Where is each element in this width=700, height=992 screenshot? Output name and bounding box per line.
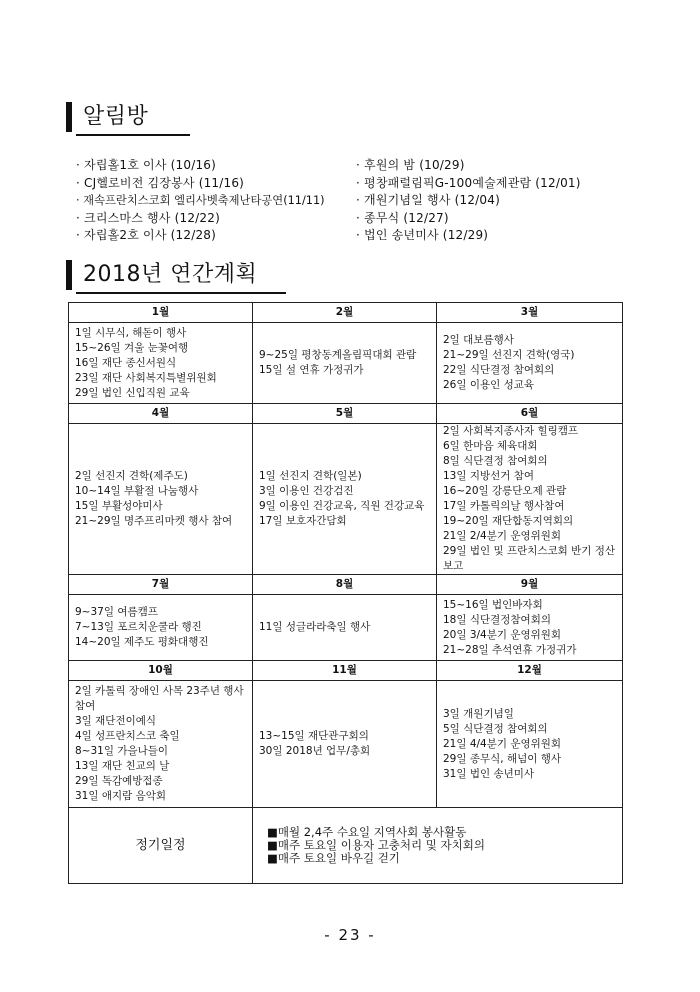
event-line: 2일 사회복지종사자 힐링캠프	[443, 425, 579, 437]
month-header: 2월	[253, 303, 437, 323]
notice-item: · CJ헬로비전 김장봉사 (11/16)	[76, 175, 245, 190]
event-line: 15~26일 겨울 눈꽃여행	[75, 341, 189, 354]
month-header: 3월	[437, 303, 623, 323]
event-line: 5일 식단결정 참여회의	[443, 722, 548, 735]
event-line: 29일 종무식, 해넘이 행사	[443, 752, 561, 765]
event-line: 3일 개원기념일	[443, 707, 514, 720]
event-line: 21일 2/4분기 운영위원회	[443, 530, 562, 542]
event-line: 11일 성글라라축일 행사	[259, 621, 371, 633]
event-line: 17일 보호자간담회	[259, 515, 347, 527]
plan-title: 2018년 연간계획	[83, 262, 258, 287]
month-cell	[437, 681, 623, 808]
event-line: 2일 선진지 견학(제주도)	[75, 470, 188, 482]
event-line: 16~20일 강릉단오제 관람	[443, 485, 567, 497]
notice-item: · 후원의 밤 (10/29)	[356, 158, 465, 172]
event-line: 23일 재단 사회복지특별위원회	[75, 371, 217, 384]
notice-title: 알림방	[83, 104, 149, 129]
month-header: 9월	[437, 575, 623, 595]
month-cell	[69, 681, 253, 808]
notice-item: · 종무식 (12/27)	[356, 210, 449, 225]
regular-schedule-label: 정기일정	[69, 808, 253, 884]
event-line: 21~29일 선진지 견학(영국)	[443, 349, 575, 361]
notice-item: · 자립홀2호 이사 (12/28)	[76, 228, 216, 243]
month-cell	[253, 681, 437, 808]
month-header: 4월	[69, 404, 253, 424]
event-line: 1일 선진지 견학(일본)	[259, 470, 362, 482]
month-header: 10월	[69, 661, 253, 681]
month-cell	[253, 323, 437, 404]
event-line: 15일 부활성야미사	[75, 500, 163, 512]
regular-item: ■매월 2,4주 수요일 지역사회 봉사활동	[267, 825, 467, 839]
event-line: 22일 식단결정 참여회의	[443, 364, 555, 376]
month-header: 1월	[69, 303, 253, 323]
annual-plan-table	[68, 302, 623, 884]
event-line: 7~13일 포르치운쿨라 행진	[75, 621, 202, 633]
month-cell	[437, 595, 623, 661]
event-line: 29일 법인 신입직원 교육	[75, 386, 190, 399]
event-line: 8~31일 가을나들이	[75, 745, 169, 757]
month-header: 6월	[437, 404, 623, 424]
event-line: 14~20일 제주도 평화대행진	[75, 636, 209, 648]
event-line: 26일 이용인 성교육	[443, 379, 535, 391]
event-line: 4일 성프란치스코 축일	[75, 730, 180, 742]
month-cell	[69, 323, 253, 404]
notice-item: · 평창패럴림픽G-100예술제관람 (12/01)	[356, 175, 581, 190]
month-cell	[437, 424, 623, 575]
event-line: 6일 한마음 체육대회	[443, 440, 538, 452]
notice-item: · 법인 송년미사 (12/29)	[356, 228, 489, 243]
month-header: 12월	[437, 661, 623, 681]
notice-item: · 개원기념일 행사 (12/04)	[356, 193, 500, 208]
event-line: 29일 독감예방접종	[75, 775, 163, 787]
event-line: 30일 2018년 업무/총회	[259, 745, 371, 757]
event-line: 16일 재단 종신서원식	[75, 356, 177, 369]
event-line: 9~37일 여름캠프	[75, 606, 158, 618]
event-line: 9~25일 평창동계올림픽대회 관람	[259, 349, 417, 361]
heading-bar	[66, 102, 72, 132]
month-cell	[253, 424, 437, 575]
event-line: 3일 이용인 건강검진	[259, 485, 354, 497]
event-line: 31일 법인 송년미사	[443, 767, 535, 780]
month-header: 7월	[69, 575, 253, 595]
event-line: 15~16일 법인바자회	[443, 598, 543, 611]
event-line: 13일 재단 친교의 날	[75, 760, 170, 772]
regular-schedule-cell	[253, 808, 623, 884]
event-line: 13~15일 재단관구회의	[259, 730, 369, 742]
event-line: 29일 법인 및 프란치스코회 반기 정산보고	[443, 545, 616, 572]
notice-item: · 자립홀1호 이사 (10/16)	[76, 158, 216, 172]
event-line: 20일 3/4분기 운영위원회	[443, 628, 562, 641]
notice-list	[76, 157, 616, 245]
notice-item: · 크리스마스 행사 (12/22)	[76, 210, 220, 225]
event-line: 21~29일 명주프리마켓 행사 참여	[75, 515, 233, 527]
month-header: 11월	[253, 661, 437, 681]
regular-item: ■매주 토요일 이용자 고충처리 및 자치회의	[267, 838, 485, 852]
event-line: 1일 시무식, 해돋이 행사	[75, 326, 187, 339]
month-cell	[69, 424, 253, 575]
event-line: 13일 지방선거 참여	[443, 470, 535, 482]
page-number: - 23 -	[324, 926, 376, 944]
event-line: 31일 애지람 음악회	[75, 790, 167, 802]
event-line: 2일 대보름행사	[443, 334, 514, 346]
month-header: 5월	[253, 404, 437, 424]
event-line: 9일 이용인 건강교육, 직원 건강교육	[259, 500, 425, 512]
event-line: 17일 카톨릭의날 행사참여	[443, 500, 565, 512]
event-line: 19~20일 재단합동지역회의	[443, 515, 574, 527]
event-line: 21~28일 추석연휴 가정귀가	[443, 643, 577, 656]
event-line: 2일 카톨릭 장애인 사목 23주년 행사 참여	[75, 685, 244, 712]
event-line: 15일 설 연휴 가정귀가	[259, 364, 364, 376]
event-line: 3일 재단전이예식	[75, 715, 157, 727]
regular-item: ■매주 토요일 바우길 걷기	[267, 851, 400, 865]
heading-rule	[76, 134, 190, 136]
event-line: 21일 4/4분기 운영위원회	[443, 737, 562, 750]
event-line: 8일 식단결정 참여회의	[443, 455, 548, 467]
month-cell	[437, 323, 623, 404]
month-cell	[69, 595, 253, 661]
month-cell	[253, 595, 437, 661]
month-header: 8월	[253, 575, 437, 595]
event-line: 18일 식단결정참여회의	[443, 613, 551, 626]
notice-item: · 재속프란치스코회 엘리사벳축제난타공연(11/11)	[76, 194, 325, 208]
event-line: 10~14일 부활절 나눔행사	[75, 485, 199, 497]
heading-rule	[76, 292, 286, 294]
heading-bar	[66, 260, 72, 290]
